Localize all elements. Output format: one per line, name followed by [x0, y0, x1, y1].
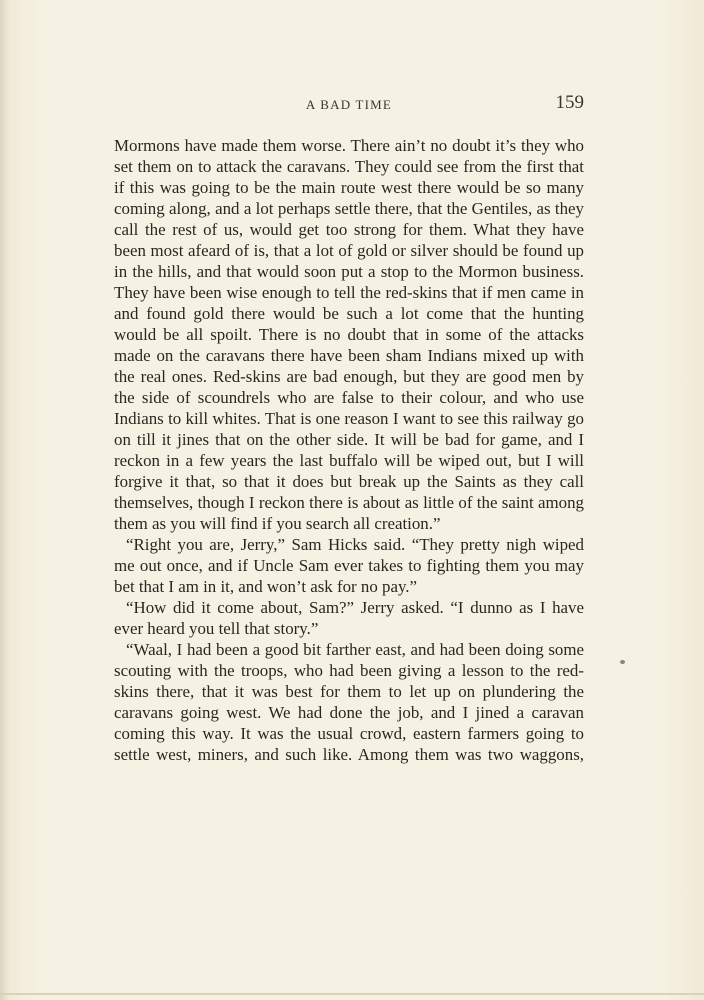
ink-speck — [620, 660, 625, 664]
paragraph: “How did it come about, Sam?” Jerry asked. “I dunno as I have ever heard you tell that story.” — [114, 598, 584, 638]
paragraph: “Waal, I had been a good bit farther east, and had been doing some scouting with the troops, who had been giving a lesson to the red-skins there, that it was best for them to let up on plundering the caravans going west. We had done the job, and I jined a caravan coming this way. It was the usual crowd, eastern farmers going to settle west, miners, and such like. Among them was two waggons, — [114, 640, 584, 764]
page-gutter-shadow — [0, 0, 10, 1000]
page-number: 159 — [555, 92, 584, 113]
page-bottom-edge — [0, 993, 704, 995]
paragraph: “Right you are, Jerry,” Sam Hicks said. “They pretty nigh wiped me out once, and if Uncle Sam ever takes to fighting them you may bet that I am in it, and won’t ask for no pay.” — [114, 535, 584, 596]
running-head: A BAD TIME — [305, 97, 393, 112]
body-text — [114, 135, 584, 765]
paragraph: Mormons have made them worse. There ain’t no doubt it’s they who set them on to attack the caravans. They could see from the first that if this was going to be the main route west there would be so many coming along, and a lot perhaps settle there, that the Gentiles, as they call the rest of us, would get too strong for them. What they have been most afeard of is, that a lot of gold or silver should be found up in the hills, and that would soon put a stop to the Mormon business. They have been wise enough to tell the red-skins that if men came in and found gold there would be such a lot come that the hunting would be all spoilt. There is no doubt that in some of the attacks made on the caravans there have been sham Indians mixed up with the real ones. Red-skins are bad enough, but they are good men by the side of scoundrels who are false to their colour, and who use Indians to kill whites. That is one reason I want to see this railway go on till it jines that on the other side. It will be bad for game, and I reckon in a few years the last buffalo will be wiped out, but I will forgive it that, so that it does but break up the Saints as they call themselves, though I reckon there is about as little of the saint among them as you will find if you search all creation.” — [114, 136, 584, 533]
page-header — [114, 92, 584, 116]
